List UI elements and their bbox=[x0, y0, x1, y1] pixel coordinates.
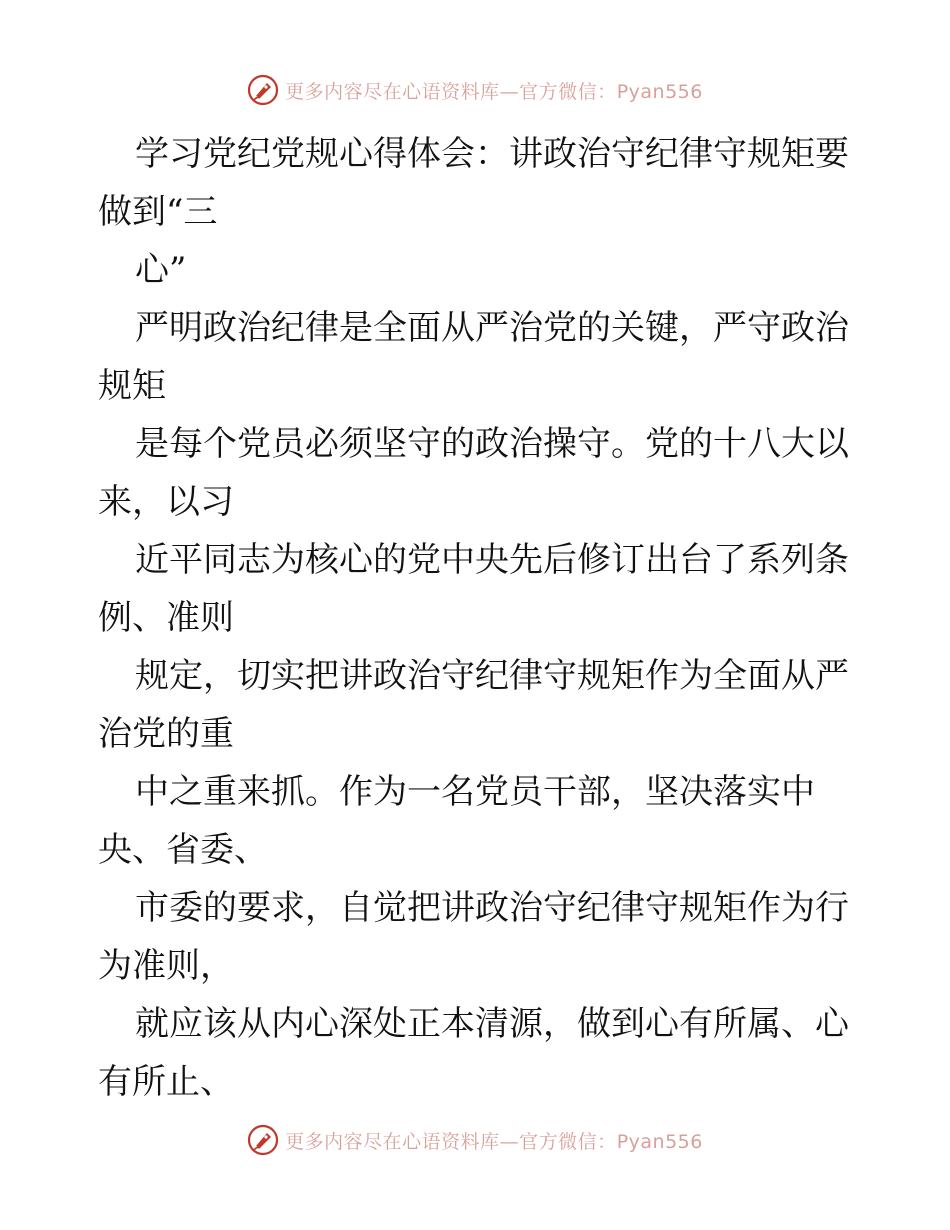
watermark-text bbox=[285, 1127, 703, 1154]
document-body bbox=[98, 125, 858, 1111]
line-first: 近平同志为核心的党中央先后修订出台了系列条 bbox=[135, 540, 849, 580]
line-continuation: 例、准则 bbox=[98, 598, 234, 638]
line-first: 严明政治纪律是全面从严治党的关键，严守政治 bbox=[135, 308, 849, 348]
line-first: 规定，切实把讲政治守纪律守规矩作为全面从严 bbox=[135, 656, 849, 696]
watermark-wechat-label: 官方微信： bbox=[519, 80, 617, 103]
line-first: 市委的要求，自觉把讲政治守纪律守规矩作为行 bbox=[135, 888, 849, 928]
watermark-separator: — bbox=[499, 80, 520, 103]
watermark-wechat-label: 官方微信： bbox=[519, 1130, 617, 1153]
paragraph bbox=[98, 879, 858, 995]
watermark-separator: — bbox=[499, 1130, 520, 1153]
paragraph bbox=[98, 415, 858, 531]
paragraph bbox=[98, 299, 858, 415]
paragraph bbox=[98, 125, 858, 241]
line-first: 中之重来抓。作为一名党员干部，坚决落实中 bbox=[135, 772, 815, 812]
line-first: 心” bbox=[135, 250, 187, 290]
paragraph bbox=[98, 995, 858, 1111]
watermark-wechat-id: Pyan556 bbox=[616, 1130, 703, 1153]
watermark-text bbox=[285, 77, 703, 104]
line-continuation: 央、省委、 bbox=[98, 830, 268, 870]
watermark-site: 更多内容尽在心语资料库 bbox=[285, 1130, 500, 1153]
line-continuation: 有所止、 bbox=[98, 1062, 234, 1102]
watermark-site: 更多内容尽在心语资料库 bbox=[285, 80, 500, 103]
line-continuation: 为准则， bbox=[98, 946, 234, 986]
line-first: 就应该从内心深处正本清源，做到心有所属、心 bbox=[135, 1004, 849, 1044]
line-first: 学习党纪党规心得体会：讲政治守纪律守规矩要 bbox=[135, 134, 849, 174]
pen-nib-logo-icon bbox=[247, 1124, 279, 1156]
paragraph bbox=[98, 763, 858, 879]
line-first: 是每个党员必须坚守的政治操守。党的十八大以 bbox=[135, 424, 849, 464]
paragraph bbox=[98, 531, 858, 647]
line-continuation: 规矩 bbox=[98, 366, 166, 406]
header-watermark bbox=[0, 70, 950, 110]
line-continuation: 做到“三 bbox=[98, 192, 218, 232]
line-continuation: 治党的重 bbox=[98, 714, 234, 754]
footer-watermark bbox=[0, 1120, 950, 1160]
watermark-wechat-id: Pyan556 bbox=[616, 80, 703, 103]
line-continuation: 来，以习 bbox=[98, 482, 234, 522]
pen-nib-logo-icon bbox=[247, 74, 279, 106]
paragraph bbox=[98, 241, 858, 299]
paragraph bbox=[98, 647, 858, 763]
